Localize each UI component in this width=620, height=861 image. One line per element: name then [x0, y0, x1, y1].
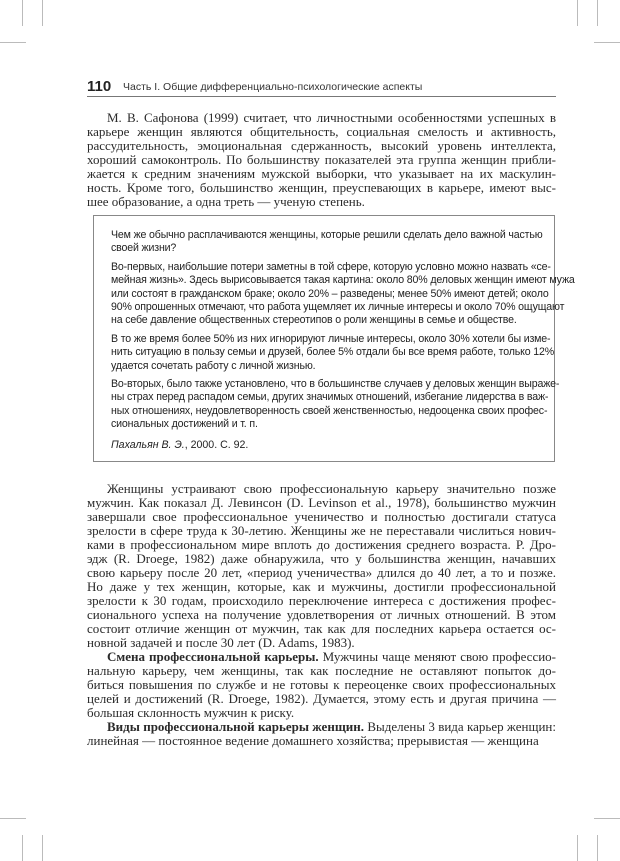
running-title: Часть I. Общие дифференциально-психологические аспекты [123, 81, 423, 93]
paragraph-career-change [87, 650, 556, 720]
text-line: линейная — постоянное ведение домашнего хозяйства; прерывистая — женщина [87, 732, 539, 748]
box-paragraph [111, 260, 575, 328]
text-line: сионального успеха на получение удовлетворения от личных отношений. В этом [87, 606, 556, 622]
text-line: свою карьеру после 20 лет, «период ученичества» длился до 40 лет, а то и позже. [87, 564, 556, 580]
crop-mark [0, 42, 26, 43]
source-details: , 2000. С. 92. [184, 439, 249, 452]
text-line: мужчин. Как показал Д. Левинсон (D. Levinson et al., 1978), большинство мужчин [87, 494, 556, 510]
crop-mark [597, 0, 598, 26]
text-line: Но даже у тех женщин, которые, как и мужчины, достигли профессиональной [87, 578, 556, 594]
text-line: ками в профессиональном мире вплоть до достижения среднего возраста. Р. Дро- [87, 536, 556, 552]
text-line: ность. Кроме того, большинство женщин, преуспевающих в карьере, имеют выс- [87, 180, 556, 195]
crop-mark [22, 835, 23, 861]
run-in-heading: Виды профессиональной карьеры женщин. [107, 718, 365, 734]
text-line: сиональных достижений и т. п. [111, 418, 258, 431]
text-run: Выделены 3 вида карьер женщин: [364, 718, 556, 734]
sidebar-box-text [111, 229, 575, 453]
crop-mark [577, 835, 578, 861]
text-line: эдж (R. Droege, 1982) даже обнаружила, что у большинства женщин, начавших [87, 550, 556, 566]
text-run: Мужчины чаще меняют свою профессио- [318, 648, 556, 664]
page-number: 110 [87, 78, 112, 95]
crop-mark [42, 0, 43, 26]
text-line: В то же время более 50% из них игнорируют личные интересы, около 30% хотели бы изме- [111, 332, 551, 345]
text-line: нальную карьеру, чем женщины, так как последние не оставляют попыток до- [87, 662, 556, 678]
text-line: своей жизни? [111, 242, 177, 255]
text-line: ных отношениях, неудовлетворенность своей женственностью, недооценка своих профес- [111, 404, 548, 417]
text-line: Во-первых, наибольшие потери заметны в той сфере, которую условно можно назвать «се- [111, 260, 551, 273]
text-line: ны страх перед распадом семьи, других значимых отношений, избегание лидерства в важ- [111, 391, 549, 404]
text-line: мейная жизнь». Здесь вырисовывается такая картина: около 80% деловых женщин имеют мужа [111, 274, 575, 287]
text-line: шее образование, а одна треть — ученую степень. [87, 194, 365, 209]
text-line: состоит отличие женщин от мужчин, так как для последних карьера остается ос- [87, 620, 556, 636]
text-line [87, 650, 556, 664]
text-line: зрелости в сфере труда к 30-летию. Женщины же не переставали числиться нович- [87, 522, 556, 538]
text-line: жается к средним значениям мужской выборки, что указывает на их маскулин- [87, 166, 556, 181]
text-line: большая склонность мужчин к риску. [87, 704, 295, 720]
source-author: Пахальян В. Э. [111, 439, 185, 452]
text-line: на себе давление общественных стереотипов о роли женщины в семье и обществе. [111, 314, 517, 327]
text-line: карьере женщин являются общительность, социальная смелость и активность, [87, 124, 556, 139]
crop-mark [594, 42, 620, 43]
text-line: или состоят в гражданском браке; около 20% – разведены; менее 50% имеют детей; около [111, 287, 549, 300]
text-line: биться повышения по службе и не готовы к переоценке своих профессиональных [87, 676, 556, 692]
text-line: нить ситуацию в пользу семьи и друзей, более 5% отдали бы все время работе, только 12% [111, 346, 555, 359]
sidebar-box [93, 215, 575, 462]
box-source-citation [111, 439, 538, 452]
crop-mark [42, 835, 43, 861]
crop-mark [0, 818, 26, 819]
crop-mark [594, 818, 620, 819]
crop-mark [597, 835, 598, 861]
text-line: новной задачей и после 30 лет (D. Adams, 1983). [87, 634, 355, 650]
text-line: удается сочетать работу с личной жизнью. [111, 359, 316, 372]
run-in-heading: Смена профессиональной карьеры. [107, 648, 319, 664]
paragraph-career-timing [87, 482, 556, 650]
text-line: целей и достижений (R. Droege, 1982). Думается, этому есть и другая причина — [87, 690, 556, 706]
text-line [87, 720, 556, 734]
paragraph-career-types [87, 720, 556, 748]
text-line: рассудительность, эмоциональная сдержанность, высокий уровень интеллекта, [87, 138, 556, 153]
crop-mark [22, 0, 23, 26]
box-paragraph [111, 377, 560, 432]
text-column [87, 110, 575, 748]
crop-mark [577, 0, 578, 26]
running-header [87, 78, 556, 97]
text-line: М. В. Сафонова (1999) считает, что личностными особенностями успешных в [107, 110, 556, 125]
box-paragraph [111, 332, 555, 373]
text-line: зрелости к 30 годам, происходило переключение интереса с достижения профес- [87, 592, 556, 608]
box-paragraph [111, 229, 543, 256]
text-line: завершали свое профессиональное ученичество и полностью достигали статуса [87, 508, 556, 524]
text-line: Во-вторых, было также установлено, что в большинстве случаев у деловых женщин выраже- [111, 377, 560, 390]
text-line: хороший самоконтроль. По большинству показателей эта группа женщин прибли- [87, 152, 556, 167]
text-line: Чем же обычно расплачиваются женщины, которые решили сделать дело важной частью [111, 229, 543, 241]
paragraph-intro [87, 111, 556, 209]
text-line: Женщины устраивают свою профессиональную карьеру значительно позже [107, 480, 556, 496]
text-line: 90% опрошенных отмечают, что работа ущемляет их личные интересы и около 70% ощущают [111, 300, 565, 313]
